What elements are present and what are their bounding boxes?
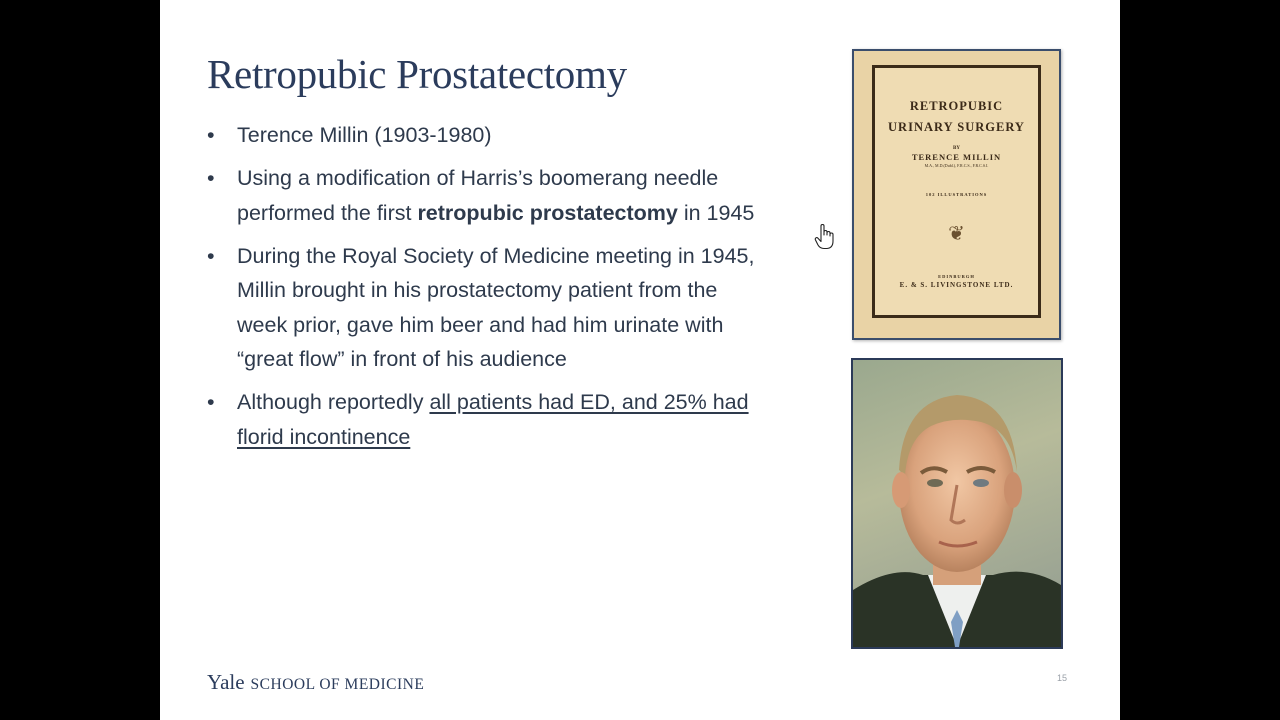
book-publisher: E. & S. LIVINGSTONE LTD.: [899, 281, 1014, 289]
book-cover-image: [852, 49, 1061, 340]
logo-yale: Yale: [207, 670, 245, 694]
bullet-item: [207, 161, 767, 230]
slide: [160, 0, 1120, 720]
bullet-item: [207, 385, 767, 454]
book-title-line: RETROPUBIC: [909, 99, 1004, 113]
book-title-line: URINARY SURGERY: [888, 120, 1025, 134]
page-number: 15: [1057, 673, 1068, 683]
slide-title: Retropubic Prostatectomy: [207, 51, 627, 97]
hand-pointer-cursor-icon: [814, 224, 836, 250]
bullet-text: Although reportedly: [237, 390, 430, 414]
book-title: [875, 96, 1038, 138]
logo-school-of-medicine: SCHOOL OF MEDICINE: [250, 676, 425, 693]
bullet-bold-text: retropubic prostatectomy: [417, 200, 678, 225]
griffin-emblem-icon: ❦: [948, 223, 965, 245]
bullet-underlined-text: all patients had ED, and 25% had florid incontinence: [237, 390, 749, 449]
bullet-item: [207, 239, 767, 377]
book-city: EDINBURGH: [938, 274, 975, 279]
bullet-text: Terence Millin (1903-1980): [237, 123, 492, 147]
bullet-item: [207, 118, 767, 153]
bullet-text: During the Royal Society of Medicine meeting in 1945, Millin brought in his prostatectomy patient from the week prior, gave him beer and had him urinate with “great flow” in front of his audience: [237, 243, 755, 371]
book-illustrations: 102 ILLUSTRATIONS: [925, 192, 988, 197]
bullet-text: in 1945: [677, 200, 755, 225]
book-degrees: M.A., M.D.(Dubl.), F.R.C.S., F.R.C.S.I.: [924, 163, 989, 168]
book-by: BY: [953, 146, 960, 151]
portrait-image: [851, 358, 1063, 649]
bullet-list: [207, 118, 767, 463]
book-cover-frame: [872, 65, 1041, 318]
book-author: TERENCE MILLIN: [911, 152, 1002, 162]
portrait-painting-icon: [853, 360, 1061, 647]
yale-school-of-medicine-logo: [207, 670, 424, 695]
bullet-text: Using a modification of Harris’s boomerang needle performed the first: [237, 166, 719, 225]
